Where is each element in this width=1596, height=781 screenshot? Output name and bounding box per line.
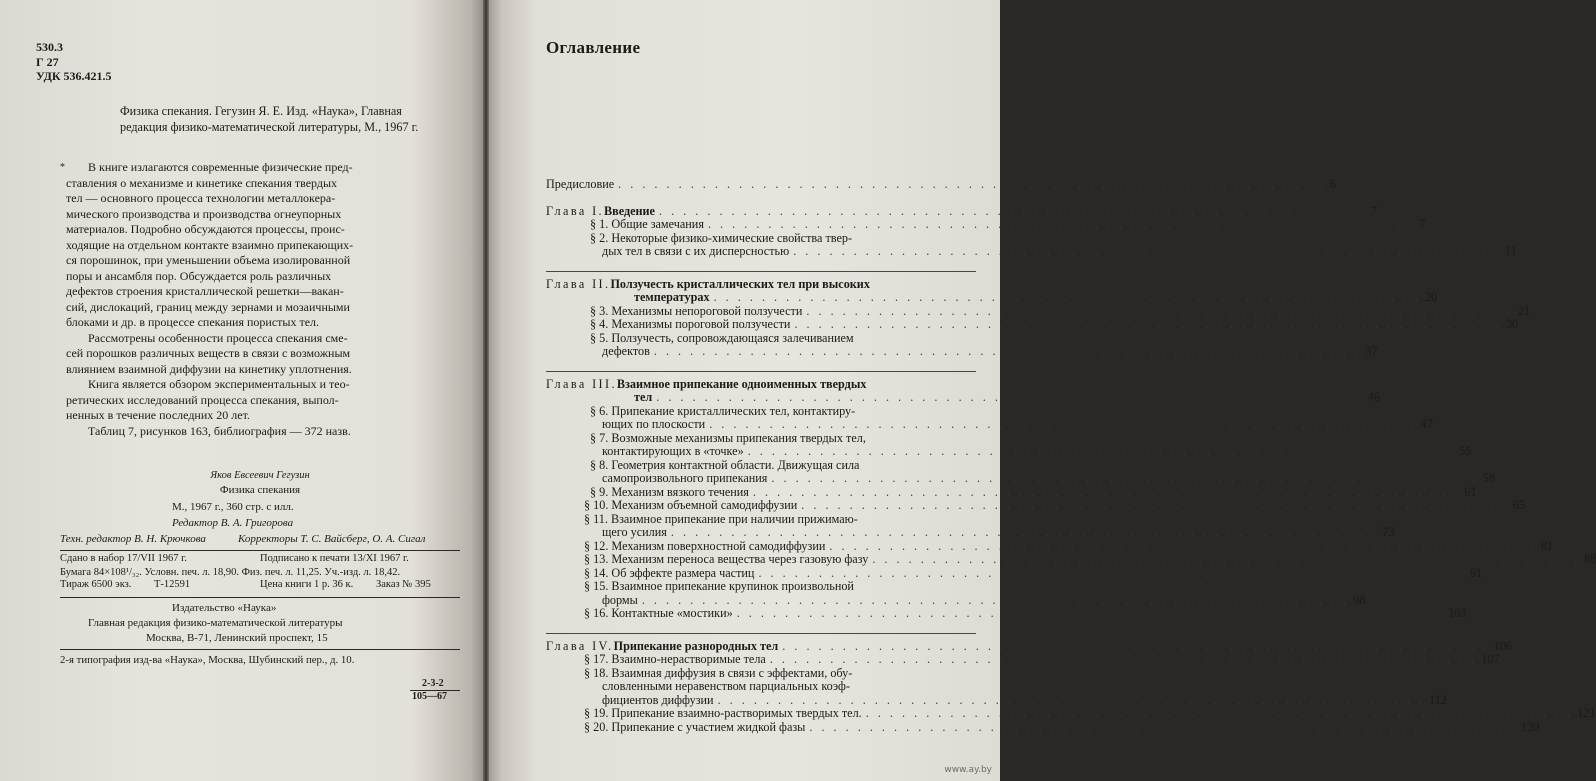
annotation-line: сий, дислокаций, границ между зернами и мозаичными — [66, 299, 350, 314]
code-line: Г 27 — [36, 54, 59, 69]
toc-section — [546, 692, 1447, 708]
page-number: 103 — [1448, 606, 1467, 620]
imprint-circulation: Тираж 6500 экз. — [60, 579, 132, 590]
leader-dots: . . . . . . . . . . . . . . . . . . . . . . . . . . . . . . . . . . . . . . . . . . . . . . . . . . . . . . . . . . . — [713, 290, 1422, 304]
chapter-name-continued: тел — [634, 390, 653, 404]
imprint-code1: 2-3-2 — [422, 678, 444, 689]
leader-dots: . . . . . . . . . . . . . . . . . . . . . . . . . . . . . . . . . . . . . . . . . . . . . . . . . . . . . . . . . . . — [801, 498, 1509, 512]
chapter-name: Припекание разнородных тел — [613, 638, 779, 653]
code-line: УДК 536.421.5 — [36, 69, 112, 83]
imprint-printer: 2-я типография изд-ва «Наука», Москва, Шубинский пер., д. 10. — [60, 654, 355, 666]
leader-dots: . . . . . . . . . . . . . . . . . . . . . . . . . . . . . . . . . . . . . . . . . . . . . . . . . . . . . . . . . . . — [736, 606, 1445, 620]
toc-section — [546, 538, 1554, 554]
leader-dots: . . . . . . . . . . . . . . . . . . . . . . . . . . . . . . . . . . . . . . . . . . . . . . . . . . . . . . . . . . . — [782, 638, 1490, 653]
leader-dots: . . . . . . . . . . . . . . . . . . . . . . . . . . . . . . . . . . . . . . . . . . . . . . . . . . . . . . . . . . . — [717, 692, 1426, 707]
leader-dots: . . . . . . . . . . . . . . . . . . . . . . . . . . . . . . . . . . . . . . . . . . . . . . . . . . . . . . . . . . . — [771, 471, 1479, 485]
section-title-continued: словленными неравенством парциальных коэф- — [602, 679, 850, 693]
annotation-line: сей порошков различных веществ в связи с возможным — [66, 346, 351, 360]
page-number: 11 — [1504, 244, 1517, 258]
page-number: 20 — [1425, 290, 1438, 304]
section-title: § 7. Возможные механизмы припекания твердых тел, — [590, 430, 866, 445]
leader-dots: . . . . . . . . . . . . . . . . . . . . . . . . . . . . . . . . . . . . . . . . . . . . . . . . . . . . . . . . . . . — [653, 344, 1362, 358]
section-title: § 11. Взаимное припекание при наличии прижимаю- — [584, 511, 858, 526]
toc-section — [546, 667, 976, 681]
leader-dots: . . . . . . . . . . . . . . . . . . . . . . . . . . . . . . . . . . . . . . . . . . . . . . . . . . . . . . . . . . . — [865, 706, 1574, 720]
chapter-label: Глава IV. — [546, 638, 614, 653]
page-number: 73 — [1382, 525, 1395, 539]
annotation: * В книге излагаются современные физические пред- ставления о механизме и кинетике спекания твердых тел — основного процесса технологии металлокера- мического производства и производства огнеупорных материалов. Подробно обсуждаются процессы, проис- ходящие на отдельном контакте взаимно припекающих- ся порошинок, при уменьшении объема изолированной поры и ансамбля пор. Обсуждается роль различных дефектов строения кристаллической решетки—вакан- сий, дислокаций, границ между зернами и мозаичными блоками и др. в процессе спекания пористых тел. Рассмотрены особенности процесса спекания сме- сей порошков различных веществ в связи с возможным влиянием взаимной диффузии на кинетику уплотнения. Книга является обзором экспериментальных и тео- ретических исследований процесса спекания, выпол- ненных в течение последних 20 лет. Таблиц 7, рисунков 163, библиография — 372 назв. — [66, 160, 422, 439]
toc-section — [546, 484, 1477, 500]
divider — [60, 597, 460, 598]
section-title: § 17. Взаимно-нерастворимые тела — [584, 652, 766, 666]
leader-dots: . . . . . . . . . . . . . . . . . . . . . . . . . . . . . . . . . . . . . . . . . . . . . . . . . . . . . . . . . . . — [829, 538, 1537, 553]
page-number: 98 — [1353, 592, 1366, 607]
page-number: 7 — [1370, 203, 1377, 218]
section-title-continued: дых тел в связи с их дисперсностью — [602, 244, 790, 258]
annotation-line: ставления о механизме и кинетике спекания твердых — [66, 175, 338, 190]
page-number: 88 — [1583, 552, 1596, 566]
section-title: § 15. Взаимное припекание крупинок произвольной — [584, 579, 854, 593]
page-number: 46 — [1367, 390, 1380, 404]
section-title: § 2. Некоторые физико-химические свойства твер- — [590, 230, 853, 245]
imprint-correctors: Корректоры Т. С. Вайсберг, О. А. Сигал — [238, 533, 426, 545]
imprint-t-code: Т-12591 — [154, 579, 191, 590]
section-title: § 14. Об эффекте размера частиц — [584, 565, 755, 580]
toc-section — [546, 332, 976, 346]
annotation-line: поры и ансамбля пор. Обсуждается роль различных — [66, 268, 332, 283]
divider — [60, 550, 460, 551]
page-number: 21 — [1517, 303, 1531, 318]
annotation-line: ретических исследований процесса спекания, выпол- — [66, 392, 339, 407]
divider — [546, 271, 976, 272]
leader-dots: . . . . . . . . . . . . . . . . . . . . . . . . . . . . . . . . . . . . . . . . . . . . . . . . . . . . . . . . . . . — [872, 552, 1580, 566]
toc-section — [546, 513, 976, 527]
toc-section — [546, 471, 1496, 486]
toc-section — [546, 444, 1472, 459]
imprint-order: Заказ № 395 — [376, 579, 431, 590]
section-title: § 13. Механизм переноса вещества через газовую фазу — [584, 552, 869, 566]
page-number: 112 — [1429, 692, 1447, 707]
leader-dots: . . . . . . . . . . . . . . . . . . . . . . . . . . . . . . . . . . . . . . . . . . . . . . . . . . . . . . . . . . . — [658, 203, 1367, 218]
preface-label: Предисловие — [546, 177, 615, 191]
toc-title: Оглавление — [546, 38, 641, 57]
annotation-line: блоками и др. в процессе спекания пористых тел. — [66, 315, 320, 329]
toc-section — [546, 417, 1433, 432]
imprint-paper: Бумага 84×108¹/₃₂. Условн. печ. л. 18,90. Физ. печ. л. 11,25. Уч.-изд. л. 18,42. — [60, 567, 401, 578]
imprint-signed: Подписано к печати 13/XI 1967 г. — [260, 553, 409, 564]
section-title-continued: контактирующих в «точке» — [602, 444, 744, 458]
annotation-line: материалов. Подробно обсуждаются процессы, проис- — [66, 222, 345, 236]
page-number: 47 — [1420, 417, 1433, 431]
annotation-line: тел — основного процесса технологии металлокера- — [66, 191, 336, 205]
leader-dots: . . . . . . . . . . . . . . . . . . . . . . . . . . . . . . . . . . . . . . . . . . . . . . . . . . . . . . . . . . . — [806, 303, 1514, 318]
imprint-address: Москва, В-71, Ленинский проспект, 15 — [146, 632, 328, 644]
page-number: 6 — [1329, 177, 1336, 191]
section-title: § 9. Механизм вязкого течения — [590, 484, 749, 499]
imprint-price: Цена книги 1 р. 36 к. — [260, 579, 354, 590]
watermark: www.ay.by — [944, 765, 992, 775]
page-number: 55 — [1459, 444, 1472, 458]
page-number: 81 — [1540, 538, 1554, 553]
leader-dots: . . . . . . . . . . . . . . . . . . . . . . . . . . . . . . . . . . . . . . . . . . . . . . . . . . . . . . . . . . . — [758, 565, 1466, 580]
section-title-continued: фициентов диффузии — [602, 692, 714, 707]
chapter-name: Введение — [603, 203, 655, 218]
section-title: § 18. Взаимная диффузия в связи с эффектами, обу- — [584, 665, 853, 680]
section-title-continued: формы — [602, 592, 638, 607]
page-number: 37 — [1365, 344, 1378, 358]
imprint-title: Физика спекания — [219, 484, 301, 496]
toc-section — [546, 580, 976, 594]
toc-section — [546, 217, 1426, 232]
toc-section — [546, 303, 1531, 319]
book-gutter — [483, 0, 489, 781]
section-title: § 3. Механизмы непороговой ползучести — [590, 303, 803, 318]
section-title: § 4. Механизмы пороговой ползучести — [590, 317, 791, 331]
divider — [546, 371, 976, 372]
leader-dots: . . . . . . . . . . . . . . . . . . . . . . . . . . . . . . . . . . . . . . . . . . . . . . . . . . . . . . . . . . . — [793, 244, 1501, 258]
leader-dots: . . . . . . . . . . . . . . . . . . . . . . . . . . . . . . . . . . . . . . . . . . . . . . . . . . . . . . . . . . . — [769, 652, 1478, 666]
chapter-name: Ползучесть кристаллических тел при высоких — [610, 276, 870, 291]
toc-section — [546, 606, 1467, 621]
toc-section — [546, 719, 1540, 735]
toc-section — [546, 592, 1366, 608]
imprint-editor: Редактор В. А. Григорова — [172, 517, 294, 529]
page-number: 107 — [1481, 652, 1500, 666]
toc-section — [546, 317, 1519, 332]
section-title-continued: щего усилия — [602, 525, 667, 539]
leader-dots: . . . . . . . . . . . . . . . . . . . . . . . . . . . . . . . . . . . . . . . . . . . . . . . . . . . . . . . . . . . — [794, 317, 1502, 331]
chapter-heading — [546, 278, 976, 292]
divider — [60, 649, 460, 650]
page-number: 58 — [1482, 471, 1496, 485]
leader-dots: . . . . . . . . . . . . . . . . . . . . . . . . . . . . . . . . . . . . . . . . . . . . . . . . . . . . . . . . . . . — [752, 484, 1461, 499]
leader-dots: . . . . . . . . . . . . . . . . . . . . . . . . . . . . . . . . . . . . . . . . . . . . . . . . . . . . . . . . . . . — [747, 444, 1456, 458]
leader-dots: . . . . . . . . . . . . . . . . . . . . . . . . . . . . . . . . . . . . . . . . . . . . . . . . . . . . . . . . . . . — [670, 525, 1379, 539]
imprint-code2: 105—67 — [410, 690, 460, 702]
section-title: § 1. Общие замечания — [590, 217, 704, 231]
toc-section — [546, 232, 976, 246]
annotation-line: Рассмотрены особенности процесса спекания сме- — [88, 330, 348, 345]
chapter-label: Глава I. — [546, 203, 604, 218]
toc-section — [546, 706, 1596, 721]
code-line: 530.3 — [36, 40, 63, 54]
chapter-label: Глава III. — [546, 376, 617, 391]
chapter-heading — [546, 203, 1377, 219]
imprint-sent: Сдано в набор 17/VII 1967 г. — [60, 553, 187, 564]
leader-dots: . . . . . . . . . . . . . . . . . . . . . . . . . . . . . . . . . . . . . . . . . . . . . . . . . . . . . . . . . . . — [618, 177, 1326, 191]
leader-dots: . . . . . . . . . . . . . . . . . . . . . . . . . . . . . . . . . . . . . . . . . . . . . . . . . . . . . . . . . . . — [809, 719, 1517, 734]
toc-section — [546, 552, 1596, 567]
table-of-contents — [546, 177, 1596, 734]
chapter-name: Взаимное припекание одноименных твердых — [616, 376, 867, 391]
leader-dots: . . . . . . . . . . . . . . . . . . . . . . . . . . . . . . . . . . . . . . . . . . . . . . . . . . . . . . . . . . . — [656, 390, 1364, 404]
toc-section — [546, 680, 976, 694]
imprint-block — [60, 470, 460, 702]
annotation-line: Книга является обзором экспериментальных и тео- — [88, 377, 350, 391]
leader-dots: . . . . . . . . . . . . . . . . . . . . . . . . . . . . . . . . . . . . . . . . . . . . . . . . . . . . . . . . . . . — [707, 217, 1416, 231]
imprint-tech-editor: Техн. редактор В. Н. Крючкова — [60, 533, 206, 545]
section-title: § 10. Механизм объемной самодиффузии — [584, 498, 798, 512]
toc-section — [546, 244, 1517, 259]
imprint-edition: М., 1967 г., 360 стр. с илл. — [172, 501, 294, 513]
toc-section — [546, 405, 976, 419]
section-title: § 16. Контактные «мостики» — [584, 606, 733, 620]
annotation-line: мического производства и производства огнеупорных — [66, 206, 342, 221]
toc-section — [546, 432, 976, 446]
section-title: § 19. Припекание взаимно-растворимых твердых тел. — [584, 706, 862, 720]
imprint-publisher-dept: Главная редакция физико-математической литературы — [88, 617, 343, 629]
chapter-label: Глава II. — [546, 276, 611, 291]
chapter-name-continued: температурах — [634, 290, 710, 304]
page-number: 121 — [1577, 706, 1596, 720]
chapter-heading-continued — [546, 290, 1438, 305]
imprint-author: Яков Евсеевич Гегузин — [210, 470, 310, 481]
toc-section — [546, 525, 1395, 540]
section-title-continued: дефектов — [602, 344, 650, 358]
chapter-heading-continued — [546, 390, 1380, 405]
leader-dots: . . . . . . . . . . . . . . . . . . . . . . . . . . . . . . . . . . . . . . . . . . . . . . . . . . . . . . . . . . . — [709, 417, 1417, 431]
page-number: 65 — [1512, 498, 1525, 512]
toc-section — [546, 565, 1483, 581]
toc-section — [546, 344, 1378, 359]
toc-section — [546, 459, 976, 473]
annotation-line: ся порошинок, при уменьшении объема изолированной — [66, 253, 351, 267]
section-title: § 5. Ползучесть, сопровождающаяся залечиванием — [590, 330, 854, 345]
annotation-line: ненных в течение последних 20 лет. — [66, 408, 250, 422]
annotation-line: В книге излагаются современные физические пред- — [88, 160, 353, 174]
annotation-line: влиянием взаимной диффузии на кинетику уплотнения. — [66, 361, 352, 376]
section-title: § 6. Припекание кристаллических тел, контактиру- — [590, 403, 856, 418]
annotation-line: ходящие на отдельном контакте взаимно припекающих- — [66, 237, 354, 252]
toc-section — [546, 498, 1525, 513]
page-number: 106 — [1493, 638, 1513, 653]
imprint-publisher: Издательство «Наука» — [172, 602, 277, 614]
leader-dots: . . . . . . . . . . . . . . . . . . . . . . . . . . . . . . . . . . . . . . . . . . . . . . . . . . . . . . . . . . . — [641, 592, 1350, 607]
section-title-continued: самопроизвольного припекания — [602, 471, 768, 485]
section-title-continued: ющих по плоскости — [602, 417, 706, 431]
page-number: 30 — [1505, 317, 1519, 331]
toc-section — [546, 652, 1500, 667]
toc-preface — [546, 177, 1336, 192]
page-number: 61 — [1464, 484, 1477, 499]
page-number: 7 — [1419, 217, 1426, 231]
divider — [546, 633, 976, 634]
chapter-heading — [546, 378, 976, 392]
section-title: § 8. Геометрия контактной области. Движущая сила — [590, 457, 860, 472]
bibliographic-entry: Физика спекания. Гегузин Я. Е. Изд. «Наука», Главная редакция физико-математической литературы, М., 1967 г. — [120, 104, 419, 134]
annotation-line: Таблиц 7, рисунков 163, библиография — 372 назв. — [88, 423, 351, 438]
chapter-heading — [546, 638, 1513, 654]
classification-codes — [36, 40, 112, 84]
annotation-line: дефектов строения кристаллической решетки—вакан- — [66, 284, 344, 298]
page-number: 130 — [1520, 719, 1540, 734]
section-title: § 20. Припекание с участием жидкой фазы — [584, 719, 806, 734]
page-number: 91 — [1469, 565, 1483, 580]
section-title: § 12. Механизм поверхностной самодиффузии — [584, 538, 826, 553]
